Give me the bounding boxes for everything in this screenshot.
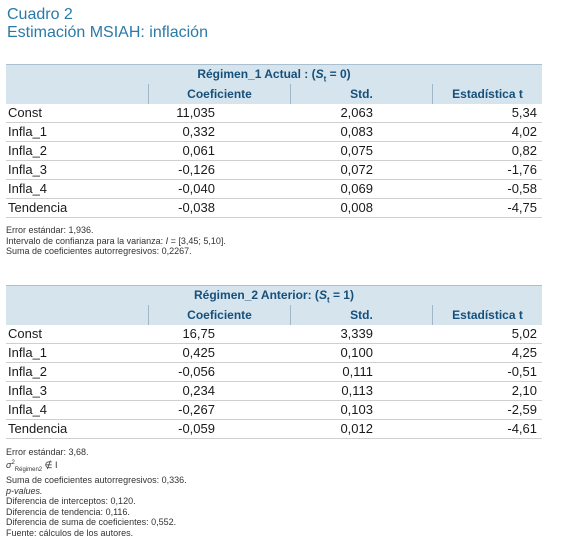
row-label: Tendencia xyxy=(8,421,68,436)
stat-value: 4,25 xyxy=(511,345,537,360)
std-value: 3,339 xyxy=(340,326,373,341)
coef-value: -0,126 xyxy=(178,162,215,177)
stat-value: -4,61 xyxy=(507,421,537,436)
column-header-std: Std. xyxy=(290,305,432,325)
std-value: 0,075 xyxy=(340,143,373,158)
std-value: 2,063 xyxy=(340,105,373,120)
row-label: Infla_4 xyxy=(8,181,48,196)
row-label: Infla_2 xyxy=(8,364,48,379)
coef-value: 0,332 xyxy=(182,124,215,139)
std-value: 0,072 xyxy=(340,162,373,177)
coef-value: 0,234 xyxy=(182,383,215,398)
regime2-column-headers xyxy=(6,305,542,325)
std-value: 0,012 xyxy=(340,421,373,436)
std-value: 0,111 xyxy=(342,364,373,379)
column-header-coef: Coeficiente xyxy=(148,84,290,104)
table-row xyxy=(6,401,542,420)
row-label: Infla_3 xyxy=(8,383,48,398)
stat-value: -0,58 xyxy=(507,181,537,196)
coef-value: -0,056 xyxy=(178,364,215,379)
note-autoregressive-sum: Suma de coeficientes autorregresivos: 0,336. xyxy=(6,474,187,485)
regime2-table xyxy=(6,285,542,439)
std-value: 0,100 xyxy=(340,345,373,360)
std-value: 0,083 xyxy=(340,124,373,139)
row-label: Tendencia xyxy=(8,200,68,215)
row-label: Infla_2 xyxy=(8,143,48,158)
std-value: 0,008 xyxy=(340,200,373,215)
row-label: Const xyxy=(8,105,42,120)
stat-value: -4,75 xyxy=(507,200,537,215)
regime1-column-headers xyxy=(6,84,542,104)
regime1-notes xyxy=(6,225,226,257)
coef-value: 11,035 xyxy=(176,105,215,120)
table-row xyxy=(6,344,542,363)
table-row xyxy=(6,161,542,180)
std-value: 0,103 xyxy=(340,402,373,417)
regime2-rows xyxy=(6,325,542,439)
row-label: Const xyxy=(8,326,42,341)
table-row xyxy=(6,325,542,344)
note-standard-error: Error estándar: 1,936. xyxy=(6,225,94,235)
note-source: Fuente: cálculos de los autores. xyxy=(6,527,134,538)
column-header-stat: Estadística t xyxy=(432,305,542,325)
coef-value: -0,059 xyxy=(178,421,215,436)
regime1-heading: Régimen_1 Actual : $(S_t = 0)$ xyxy=(6,64,542,84)
coef-value: -0,267 xyxy=(178,402,215,417)
note-sigma-condition: $\sigma^2_{Régimen2}$ ∉ I xyxy=(6,459,58,473)
table-caption-title: Estimación MSIAH: inflación xyxy=(7,24,208,41)
column-header-coef: Coeficiente xyxy=(148,305,290,325)
note-coef-sum-difference: Diferencia de suma de coeficientes: 0,552. xyxy=(6,517,177,528)
table-row xyxy=(6,180,542,199)
note-variance-interval: Intervalo de confianza para la varianza: I = [3,45; 5,10]. xyxy=(6,235,226,246)
note-autoregressive-sum: Suma de coeficientes autorregresivos: 0,2267. xyxy=(6,246,192,257)
coef-value: 0,425 xyxy=(182,345,215,360)
stat-value: 5,34 xyxy=(511,105,537,120)
stat-value: 0,82 xyxy=(511,143,537,158)
table-row xyxy=(6,420,542,439)
coef-value: 0,061 xyxy=(182,143,215,158)
coef-value: -0,038 xyxy=(178,200,215,215)
table-row xyxy=(6,382,542,401)
note-pvalues: p-values. xyxy=(6,485,43,496)
coef-value: 16,75 xyxy=(182,326,215,341)
stat-value: 5,02 xyxy=(511,326,537,341)
note-standard-error: Error estándar: 3,68. xyxy=(6,447,89,457)
regime1-table xyxy=(6,64,542,218)
regime2-notes xyxy=(6,447,187,539)
table-row xyxy=(6,142,542,161)
std-value: 0,113 xyxy=(341,383,373,398)
table-row xyxy=(6,104,542,123)
stat-value: -1,76 xyxy=(507,162,537,177)
table-caption-number: Cuadro 2 xyxy=(7,6,73,23)
column-header-std: Std. xyxy=(290,84,432,104)
std-value: 0,069 xyxy=(340,181,373,196)
stat-value: -0,51 xyxy=(507,364,537,379)
note-intercept-difference: Diferencia de interceptos: 0,120. xyxy=(6,496,136,507)
row-label: Infla_1 xyxy=(8,124,48,139)
column-header-stat: Estadística t xyxy=(432,84,542,104)
note-trend-difference: Diferencia de tendencia: 0,116. xyxy=(6,506,130,517)
table-row xyxy=(6,199,542,218)
stat-value: -2,59 xyxy=(507,402,537,417)
row-label: Infla_4 xyxy=(8,402,48,417)
stat-value: 4,02 xyxy=(511,124,537,139)
row-label: Infla_1 xyxy=(8,345,48,360)
coef-value: -0,040 xyxy=(178,181,215,196)
stat-value: 2,10 xyxy=(511,383,537,398)
table-row xyxy=(6,363,542,382)
row-label: Infla_3 xyxy=(8,162,48,177)
regime1-rows xyxy=(6,104,542,218)
regime2-heading: Régimen_2 Anterior: $(S_t = 1)$ xyxy=(6,285,542,305)
table-row xyxy=(6,123,542,142)
